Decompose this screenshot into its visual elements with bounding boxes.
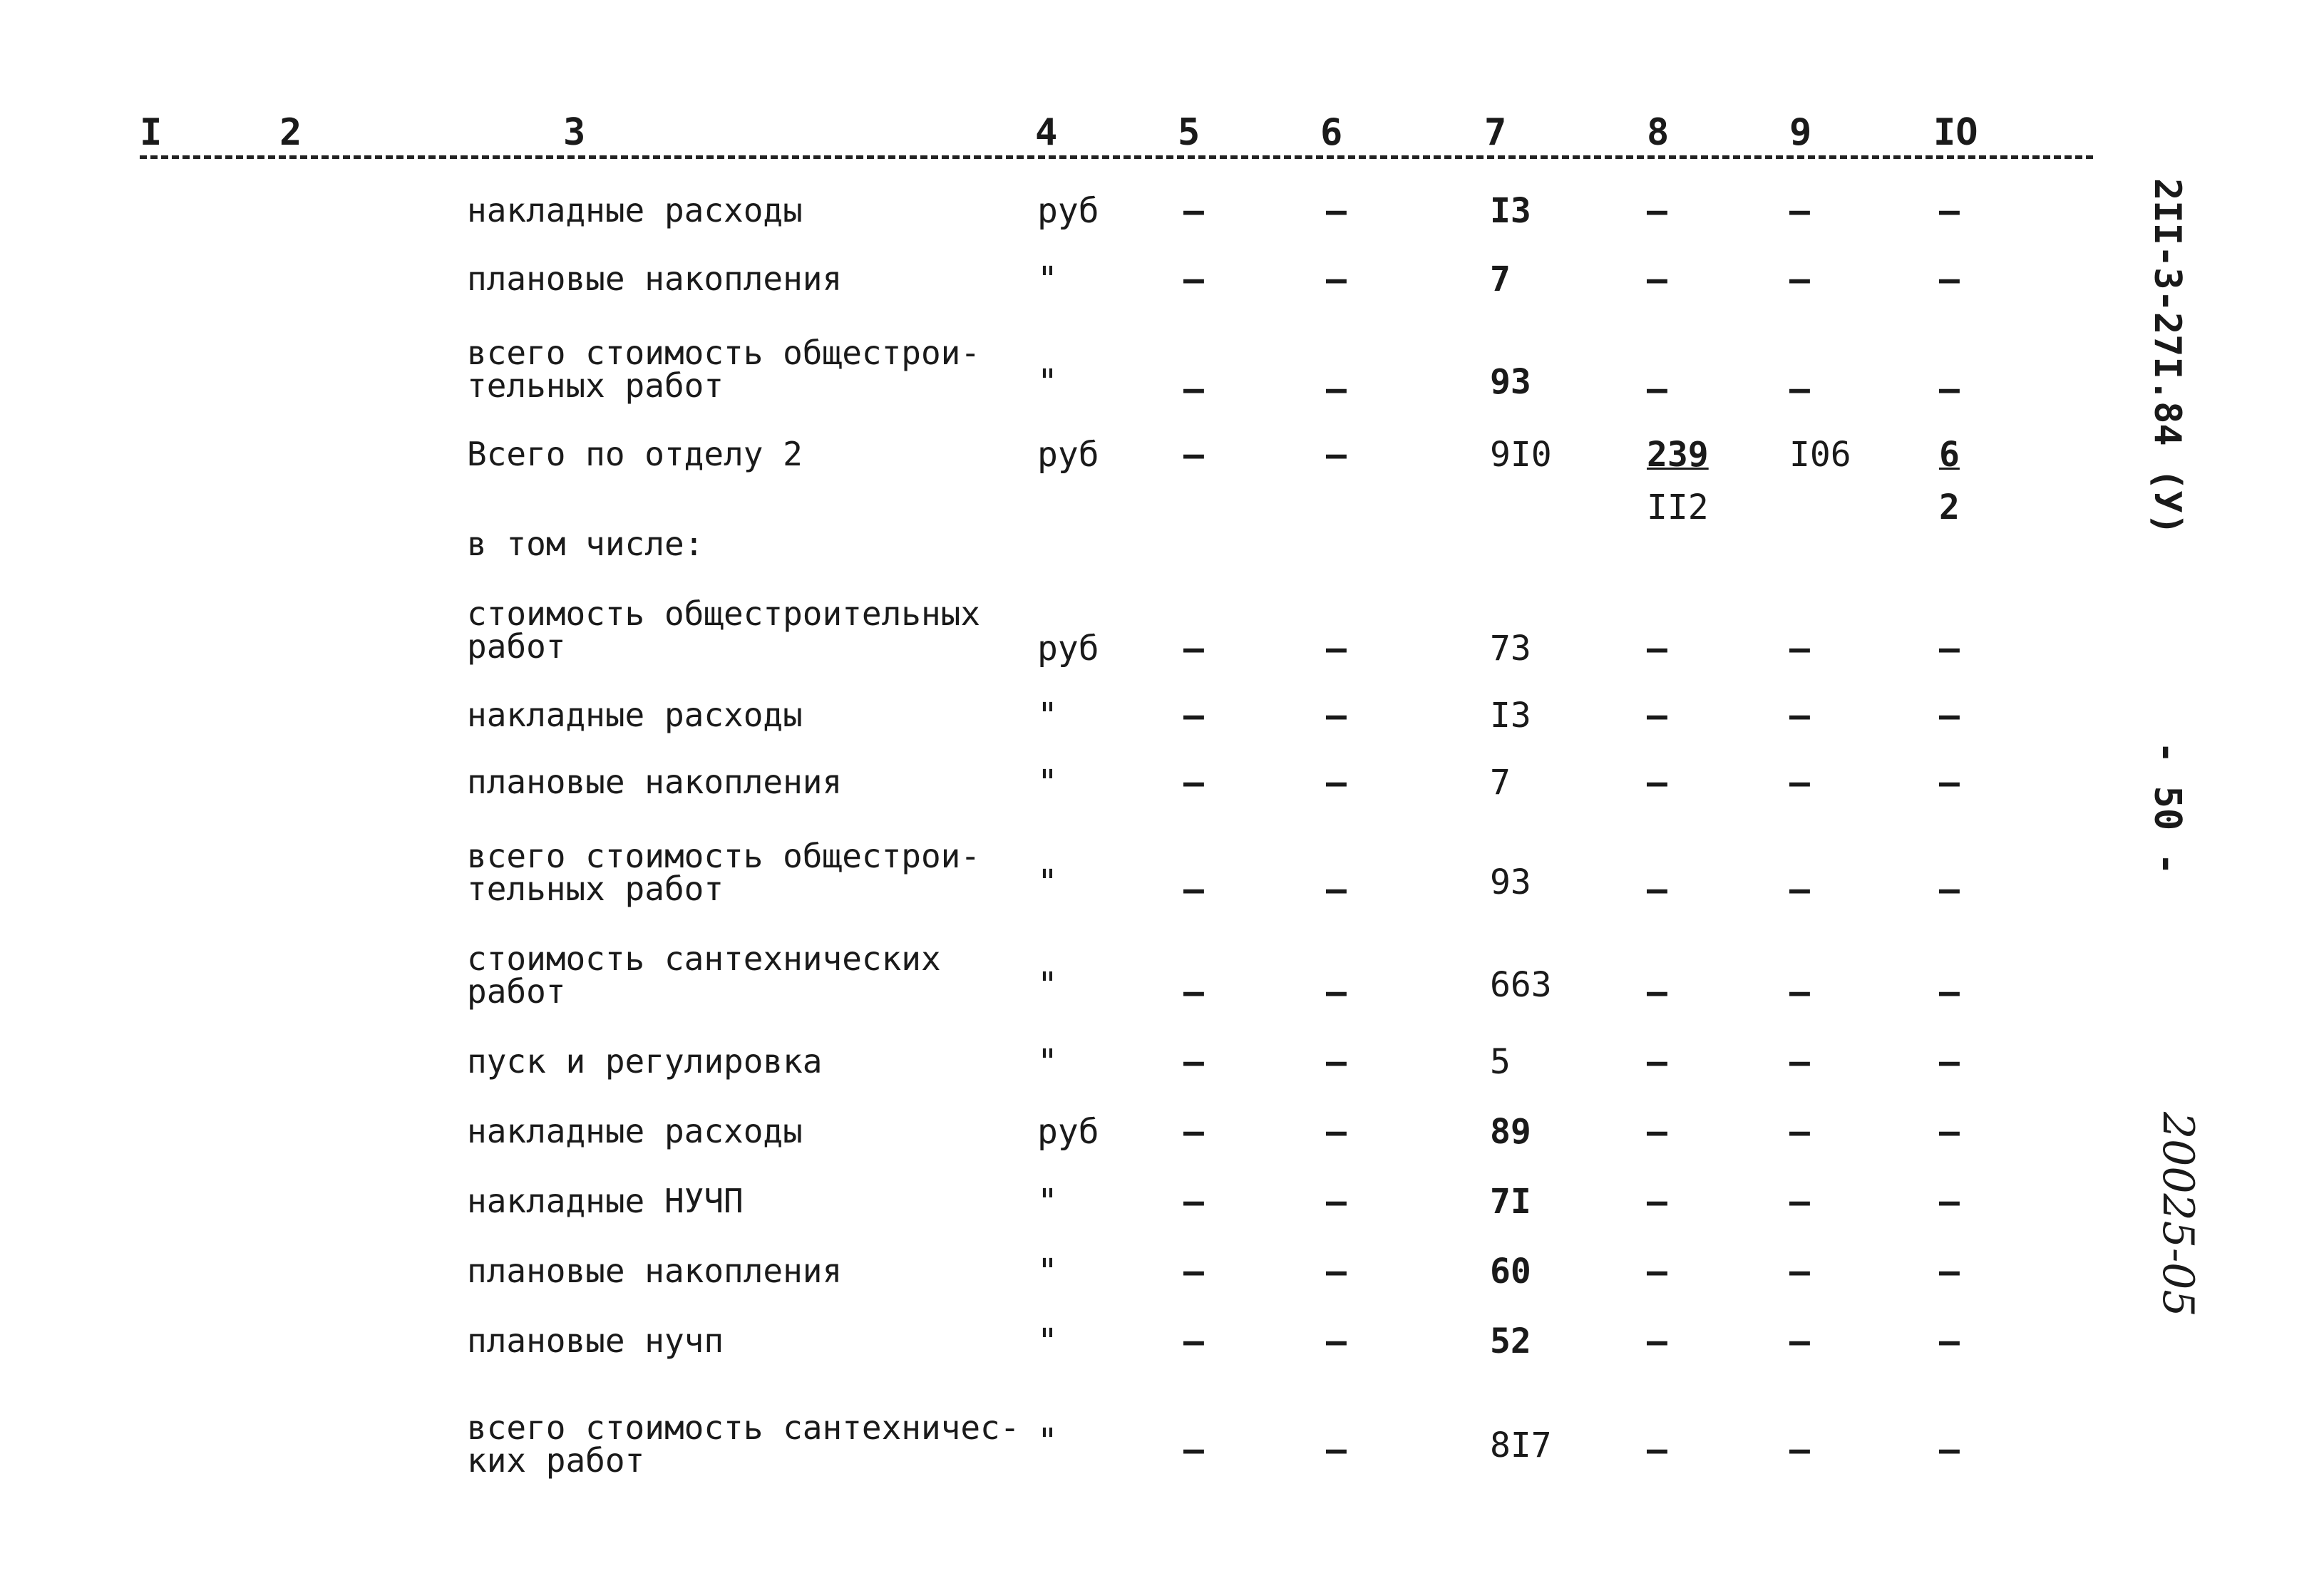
row-description: Всего по отделу 2: [467, 435, 803, 473]
row-unit: ": [1037, 1182, 1058, 1222]
row-unit: руб: [1037, 435, 1099, 475]
row-unit: руб: [1037, 191, 1099, 231]
col-header-1: I: [140, 111, 163, 154]
row-col10: –: [1939, 1252, 1957, 1291]
row-col5: –: [1183, 191, 1201, 231]
header-rule: [140, 155, 2093, 159]
row-col10: –: [1939, 369, 1957, 409]
row-col9: –: [1789, 259, 1807, 299]
row-col8: –: [1647, 696, 1665, 736]
row-description: накладные расходы: [467, 191, 803, 230]
row-col7: 7: [1490, 259, 1511, 299]
row-col10-denominator: 2: [1939, 488, 1960, 527]
row-col9: –: [1789, 629, 1807, 669]
row-col8: –: [1647, 1112, 1665, 1152]
row-col8: –: [1647, 1321, 1665, 1361]
row-description: в том числе:: [467, 525, 704, 563]
row-col9: –: [1789, 1042, 1807, 1082]
row-unit: ": [1037, 1321, 1058, 1361]
row-description: стоимость общестроительных работ: [467, 594, 981, 666]
row-col5: –: [1183, 870, 1201, 909]
row-col8: –: [1647, 191, 1665, 231]
row-description: накладные расходы: [467, 1112, 803, 1150]
row-col8-denominator: II2: [1647, 488, 1709, 527]
row-col8: –: [1647, 629, 1665, 669]
row-description: накладные НУЧП: [467, 1182, 744, 1220]
row-col5: –: [1183, 696, 1201, 736]
row-col9: –: [1789, 369, 1807, 409]
row-col9: I06: [1789, 435, 1851, 475]
row-unit: ": [1037, 965, 1058, 1005]
row-unit: ": [1037, 1421, 1058, 1461]
col-header-10: IO: [1933, 111, 1978, 154]
row-col8: –: [1647, 1430, 1665, 1470]
row-col5: –: [1183, 972, 1201, 1012]
row-col6: –: [1326, 191, 1344, 231]
row-col7: 60: [1490, 1252, 1531, 1291]
row-col9: –: [1789, 1182, 1807, 1222]
row-unit: руб: [1037, 1112, 1099, 1152]
row-col7: 7I: [1490, 1182, 1531, 1222]
row-col5: –: [1183, 629, 1201, 669]
row-description: плановые накопления: [467, 1252, 843, 1290]
row-description: пуск и регулировка: [467, 1042, 823, 1081]
document-code-label: 2II-3-27I.84 (У): [2146, 178, 2189, 535]
row-col6: –: [1326, 1112, 1344, 1152]
row-col10: –: [1939, 1042, 1957, 1082]
row-unit: ": [1037, 763, 1058, 803]
row-col6: –: [1326, 763, 1344, 803]
row-description: всего стоимость общестрои-тельных работ: [467, 334, 981, 405]
row-col6: –: [1326, 870, 1344, 909]
row-col6: –: [1326, 629, 1344, 669]
row-description: плановые накопления: [467, 259, 843, 298]
row-col8-numerator: 239: [1647, 435, 1709, 475]
row-col6: –: [1326, 1321, 1344, 1361]
row-col6: –: [1326, 369, 1344, 409]
row-col8: –: [1647, 972, 1665, 1012]
row-col6: –: [1326, 259, 1344, 299]
row-col10: –: [1939, 696, 1957, 736]
row-unit: ": [1037, 1252, 1058, 1291]
row-col8: –: [1647, 1042, 1665, 1082]
row-col10: –: [1939, 870, 1957, 909]
row-col10: –: [1939, 629, 1957, 669]
col-header-7: 7: [1484, 111, 1507, 154]
col-header-2: 2: [279, 111, 302, 154]
row-unit: ": [1037, 259, 1058, 299]
row-col10: –: [1939, 259, 1957, 299]
col-header-5: 5: [1178, 111, 1200, 154]
col-header-4: 4: [1035, 111, 1058, 154]
row-col9: –: [1789, 1321, 1807, 1361]
row-col8: –: [1647, 763, 1665, 803]
row-col10: –: [1939, 763, 1957, 803]
row-unit: ": [1037, 362, 1058, 402]
row-col8: –: [1647, 369, 1665, 409]
col-header-6: 6: [1320, 111, 1343, 154]
row-col7: 8I7: [1490, 1425, 1552, 1465]
row-col7: 89: [1490, 1112, 1531, 1152]
row-col10-numerator: 6: [1939, 435, 1960, 475]
row-col6: –: [1326, 1182, 1344, 1222]
row-description: накладные расходы: [467, 696, 803, 734]
row-col7: 93: [1490, 362, 1531, 402]
row-description: всего стоимость сантехничес-ких работ: [467, 1408, 1020, 1480]
row-col10: –: [1939, 191, 1957, 231]
row-col5: –: [1183, 1321, 1201, 1361]
row-col5: –: [1183, 1252, 1201, 1291]
row-col8: –: [1647, 259, 1665, 299]
col-header-8: 8: [1647, 111, 1670, 154]
row-description: плановые накопления: [467, 763, 843, 801]
row-col7: 663: [1490, 965, 1552, 1005]
row-unit: руб: [1037, 629, 1099, 669]
row-col7: 7: [1490, 763, 1511, 803]
row-col9: –: [1789, 696, 1807, 736]
row-col5: –: [1183, 1112, 1201, 1152]
row-col6: –: [1326, 1252, 1344, 1291]
row-col8: –: [1647, 1252, 1665, 1291]
row-col5: –: [1183, 1430, 1201, 1470]
row-col8: –: [1647, 870, 1665, 909]
row-description: всего стоимость общестрои-тельных работ: [467, 837, 981, 908]
page-number-label: - 50 -: [2146, 741, 2189, 875]
row-col10: –: [1939, 1182, 1957, 1222]
row-col5: –: [1183, 435, 1201, 475]
row-col7: 5: [1490, 1042, 1511, 1082]
row-col9: –: [1789, 1252, 1807, 1291]
row-col9: –: [1789, 972, 1807, 1012]
row-col5: –: [1183, 259, 1201, 299]
row-col5: –: [1183, 763, 1201, 803]
row-col6: –: [1326, 1042, 1344, 1082]
row-description: плановые нучп: [467, 1321, 724, 1360]
row-col7: 9I0: [1490, 435, 1552, 475]
row-col5: –: [1183, 1042, 1201, 1082]
row-col7: 52: [1490, 1321, 1531, 1361]
row-col9: –: [1789, 1430, 1807, 1470]
row-col5: –: [1183, 1182, 1201, 1222]
row-col10: –: [1939, 1112, 1957, 1152]
row-unit: ": [1037, 1042, 1058, 1082]
row-unit: ": [1037, 696, 1058, 736]
row-col10: –: [1939, 1321, 1957, 1361]
row-col6: –: [1326, 1430, 1344, 1470]
row-col9: –: [1789, 763, 1807, 803]
col-header-9: 9: [1789, 111, 1812, 154]
row-unit: ": [1037, 862, 1058, 902]
row-description: стоимость сантехнических работ: [467, 939, 941, 1011]
row-col9: –: [1789, 870, 1807, 909]
row-col7: I3: [1490, 696, 1531, 736]
row-col5: –: [1183, 369, 1201, 409]
row-col7: I3: [1490, 191, 1531, 231]
row-col6: –: [1326, 435, 1344, 475]
row-col6: –: [1326, 972, 1344, 1012]
col-header-3: 3: [563, 111, 586, 154]
row-col9: –: [1789, 1112, 1807, 1152]
row-col10: –: [1939, 972, 1957, 1012]
handwritten-number: 20025-05: [2153, 1112, 2203, 1317]
row-col7: 73: [1490, 629, 1531, 669]
row-col8: –: [1647, 1182, 1665, 1222]
row-col7: 93: [1490, 862, 1531, 902]
row-col9: –: [1789, 191, 1807, 231]
row-col10: –: [1939, 1430, 1957, 1470]
row-col6: –: [1326, 696, 1344, 736]
